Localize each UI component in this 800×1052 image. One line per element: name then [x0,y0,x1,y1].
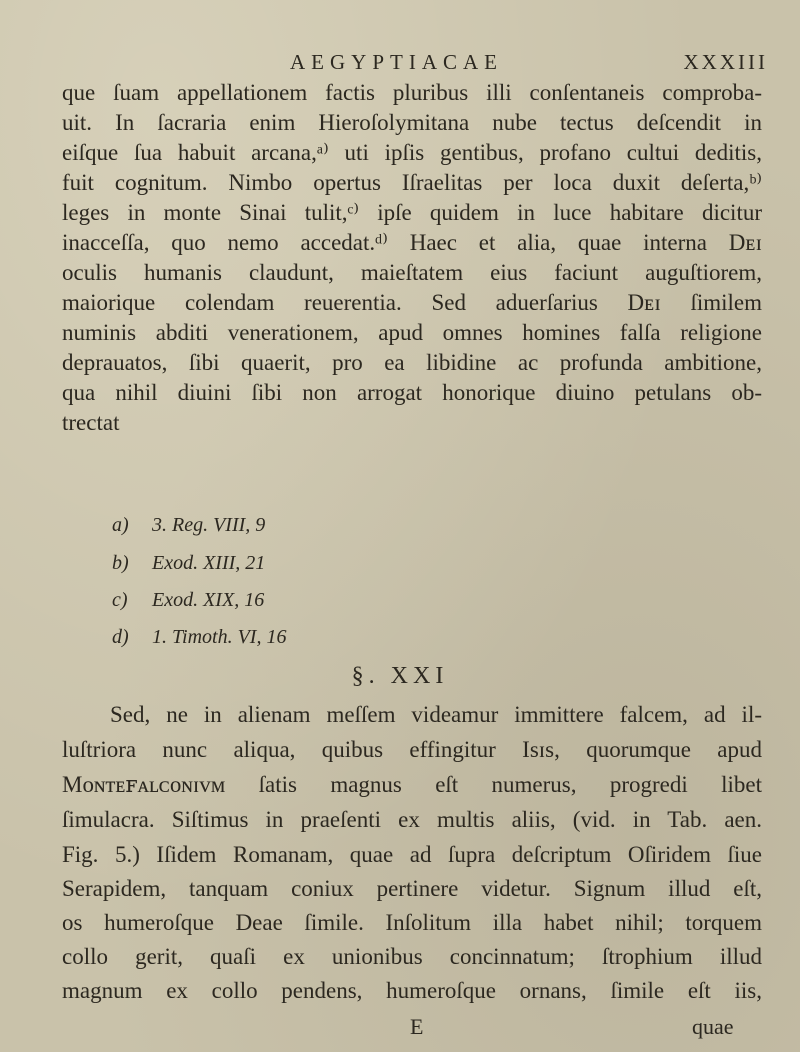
footnote-mark: c) [112,589,128,611]
text-line: maiorique colendam reuerentia. Sed aduerſarius Dᴇɪ ſimilem [62,290,762,315]
text-line: collo gerit, quaſi ex unionibus concinnatum; ſtrophium illud [62,944,762,969]
section-heading: §. XXI [351,663,449,689]
footnote [112,622,286,652]
text-line: fuit cognitum. Nimbo opertus Iſraelitas per loca duxit deſerta,ᵇ⁾ [62,170,762,195]
page-header [0,50,800,80]
footnote-text: Exod. XIII, 21 [152,552,266,574]
text-line: qua nihil diuini ſibi non arrogat honorique diuino petulans ob- [62,380,762,405]
signature-mark: E [410,1014,424,1039]
text-line: inacceſſa, quo nemo accedat.ᵈ⁾ Haec et alia, quae interna Dᴇɪ [62,230,762,255]
text-line: Fig. 5.) Iſidem Romanam, quae ad ſupra deſcriptum Oſiridem ſiue [62,842,762,867]
text-line: Mᴏɴᴛᴇꜰᴀʟᴄᴏɴɪᴠᴍ ſatis magnus eſt numerus, progredi libet [62,772,762,797]
text-line: deprauatos, ſibi quaerit, pro ea libidine ac profunda ambitione, [62,350,762,375]
text-line: magnum ex collo pendens, humeroſque ornans, ſimile eſt iis, [62,978,762,1003]
text-line: os humeroſque Deae ſimile. Inſolitum illa habet nihil; torquem [62,910,762,935]
text-line: leges in monte Sinai tulit,ᶜ⁾ ipſe quidem in luce habitare dicitur [62,200,762,225]
text-line: que ſuam appellationem factis pluribus illi conſentaneis comproba- [62,80,762,105]
text-line: trectat [62,410,120,435]
text-line: numinis abditi venerationem, apud omnes homines falſa religione [62,320,762,345]
footnote-text: Exod. XIX, 16 [152,589,265,611]
footnote [112,585,264,615]
text-line: uit. In ſacraria enim Hieroſolymitana nube tectus deſcendit in [62,110,762,135]
footnote-mark: d) [112,626,129,648]
running-title: AEGYPTIACAE [290,50,503,74]
page-number: XXXIII [683,50,768,74]
footnote-mark: b) [112,552,129,574]
footnote-text: 3. Reg. VIII, 9 [152,514,266,536]
footnote-mark: a) [112,514,129,536]
text-line: Serapidem, tanquam coniux pertinere videtur. Signum illud eſt, [62,876,762,901]
text-line: luſtriora nunc aliqua, quibus effingitur Iѕɪѕ, quorumque apud [62,737,762,762]
footnote [112,510,265,540]
text-line: eiſque ſua habuit arcana,ᵃ⁾ uti ipſis gentibus, profano cultui deditis, [62,140,762,165]
text-line: oculis humanis claudunt, maieſtatem eius faciunt auguſtiorem, [62,260,762,285]
catchword: quae [692,1014,734,1039]
text-line: Sed, ne in alienam meſſem videamur immittere falcem, ad il- [110,702,762,727]
text-line: ſimulacra. Siſtimus in praeſenti ex multis aliis, (vid. in Tab. aen. [62,807,762,832]
footnote [112,548,265,578]
footnote-text: 1. Timoth. VI, 16 [152,626,287,648]
